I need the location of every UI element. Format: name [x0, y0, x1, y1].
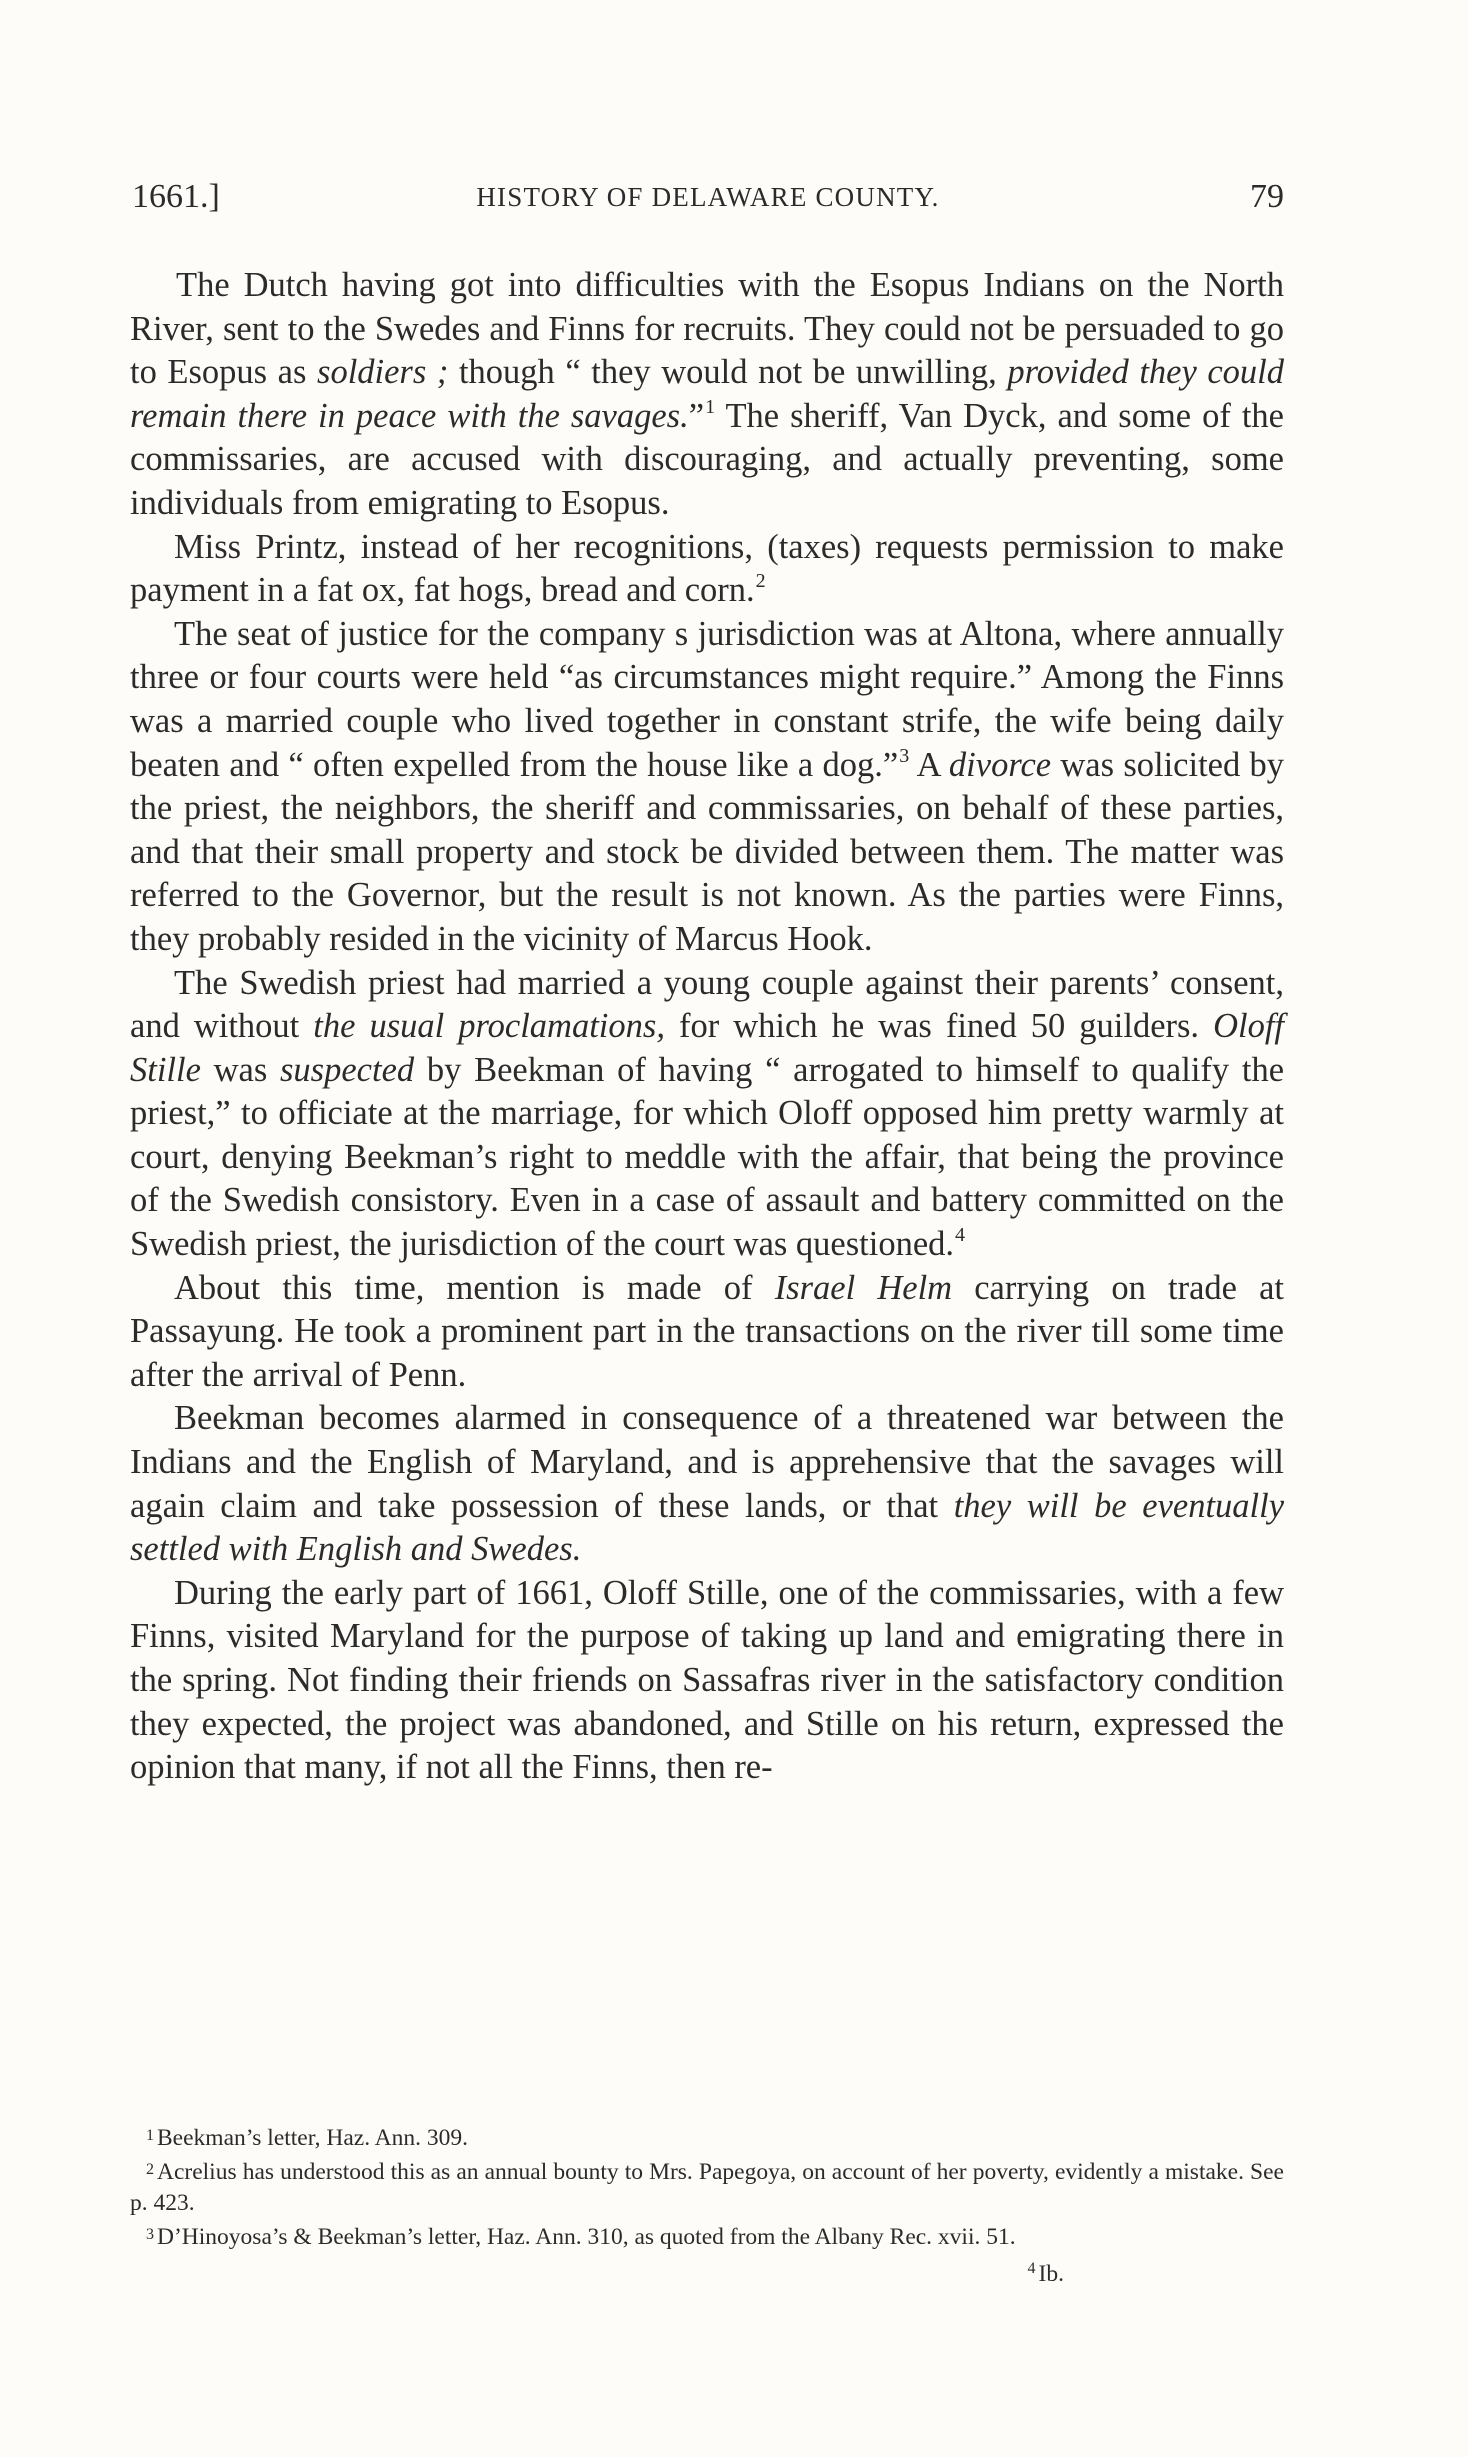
text-run: The Swedish priest had married a young couple against their parents’ consent, and without [130, 963, 1284, 1046]
footnote-inline [1012, 2253, 1064, 2290]
footnote-text: Acrelius has understood this as an annual bounty to Mrs. Papegoya, on account of her poverty, evidently a mistake. See p. 423. [130, 2159, 1284, 2216]
paragraph [130, 1397, 1284, 1571]
text-run: Miss Printz, instead of her recognitions, (taxes) requests permission to make payment in a fat ox, fat hogs, bread and corn. [130, 527, 1284, 610]
footnote-ref: 1 [705, 395, 716, 418]
text-run: A [909, 745, 949, 784]
footnote-mark: 2 [146, 2161, 154, 2178]
text-run: by Beekman of having “ arrogated to himself to qualify the priest,” to officiate at the marriage, for which Oloff opposed him pretty warmly at court, denying Beekman’s right to meddle with the affair, that being the province of the Swedish consistory. Even in a case of assault and battery committed on the Swedish priest, the jurisdiction of the court was questioned. [130, 1050, 1285, 1264]
footnote-text: Ib. [1038, 2261, 1064, 2287]
footnote [130, 2219, 1284, 2287]
text-run: carrying on trade at Passayung. He took a prominent part in the transactions on the river till some time after the arrival of Penn. [130, 1268, 1284, 1394]
italic-run: soldiers ; [317, 353, 449, 392]
footnote-mark: 1 [146, 2127, 154, 2144]
paragraph [130, 526, 1284, 613]
text-run: was [200, 1050, 280, 1089]
italic-run: they will be eventually settled with English and Swedes. [130, 1486, 1285, 1569]
body-text [130, 264, 1284, 1790]
footnotes [130, 2120, 1284, 2290]
footnote-ref: 4 [955, 1224, 966, 1247]
paragraph [130, 1267, 1284, 1398]
paragraph [130, 962, 1284, 1267]
footnote-mark: 3 [146, 2226, 154, 2243]
italic-run: Israel Helm [774, 1268, 953, 1307]
footnote-text: D’Hinoyosa’s & Beekman’s letter, Haz. Ann. 310, as quoted from the Albany Rec. xvii. 51. [157, 2224, 1016, 2250]
text-run: During the early part of 1661, Oloff Stille, one of the commissaries, with a few Finns, visited Maryland for the purpose of taking up land and emigrating there in the spring. Not finding their friends on Sassafras river in the satisfactory condition they expected, the project was abandoned, and Stille on his return, expressed the opinion that many, if not all the Finns, then re- [130, 1573, 1284, 1787]
footnote [130, 2120, 1284, 2154]
text-run: Beekman becomes alarmed in consequence of a threatened war between the Indians and the English of Maryland, and is apprehensive that the savages will again claim and take possession of these lands, or that [130, 1399, 1284, 1525]
header-year: 1661.] [132, 178, 220, 215]
running-title: HISTORY OF DELAWARE COUNTY. [476, 182, 940, 212]
paragraph [130, 264, 1284, 526]
text-run: though “ they would not be unwilling, [448, 353, 1008, 392]
footnote-ref: 3 [899, 744, 910, 767]
footnote-mark: 4 [1027, 2260, 1036, 2277]
italic-run: suspected [280, 1050, 415, 1089]
paragraph [130, 1572, 1284, 1790]
text-run: The seat of justice for the company s jurisdiction was at Altona, where annually three or four courts were held “as circumstances might require.” Among the Finns was a married couple who lived together in constant strife, the wife being daily beaten and “ often expelled from the house like a dog.” [130, 614, 1284, 784]
text-run: About this time, mention is made of [174, 1268, 775, 1307]
italic-run: divorce [948, 745, 1052, 784]
paragraph [130, 613, 1284, 962]
text-run: for which he was fined 50 guilders. [664, 1007, 1214, 1046]
text-run: ” [688, 396, 705, 435]
italic-run: the usual proclamations, [313, 1007, 665, 1046]
italic-run: Oloff Stille [130, 1007, 1285, 1089]
text-run: The sheriff, Van Dyck, and some of the commissaries, are accused with discouraging, and actually preventing, some individuals from emigrating to Esopus. [130, 396, 1284, 522]
footnote [130, 2154, 1284, 2219]
text-run: The Dutch having got into difficulties with the Esopus Indians on the North River, sent to the Swedes and Finns for recruits. They could not be persuaded to go to Esopus as [130, 266, 1284, 392]
text-run: was solicited by the priest, the neighbors, the sheriff and commissaries, on behalf of these parties, and that their small property and stock be divided between them. The matter was referred to the Governor, but the result is not known. As the parties were Finns, they probably resided in the vicinity of Marcus Hook. [130, 745, 1285, 958]
italic-run: provided they could remain there in peace with the savages. [130, 353, 1285, 435]
page-number: 79 [1250, 178, 1284, 215]
running-header [132, 178, 1284, 222]
footnote-ref: 2 [755, 570, 766, 593]
footnote-text: Beekman’s letter, Haz. Ann. 309. [157, 2125, 469, 2151]
